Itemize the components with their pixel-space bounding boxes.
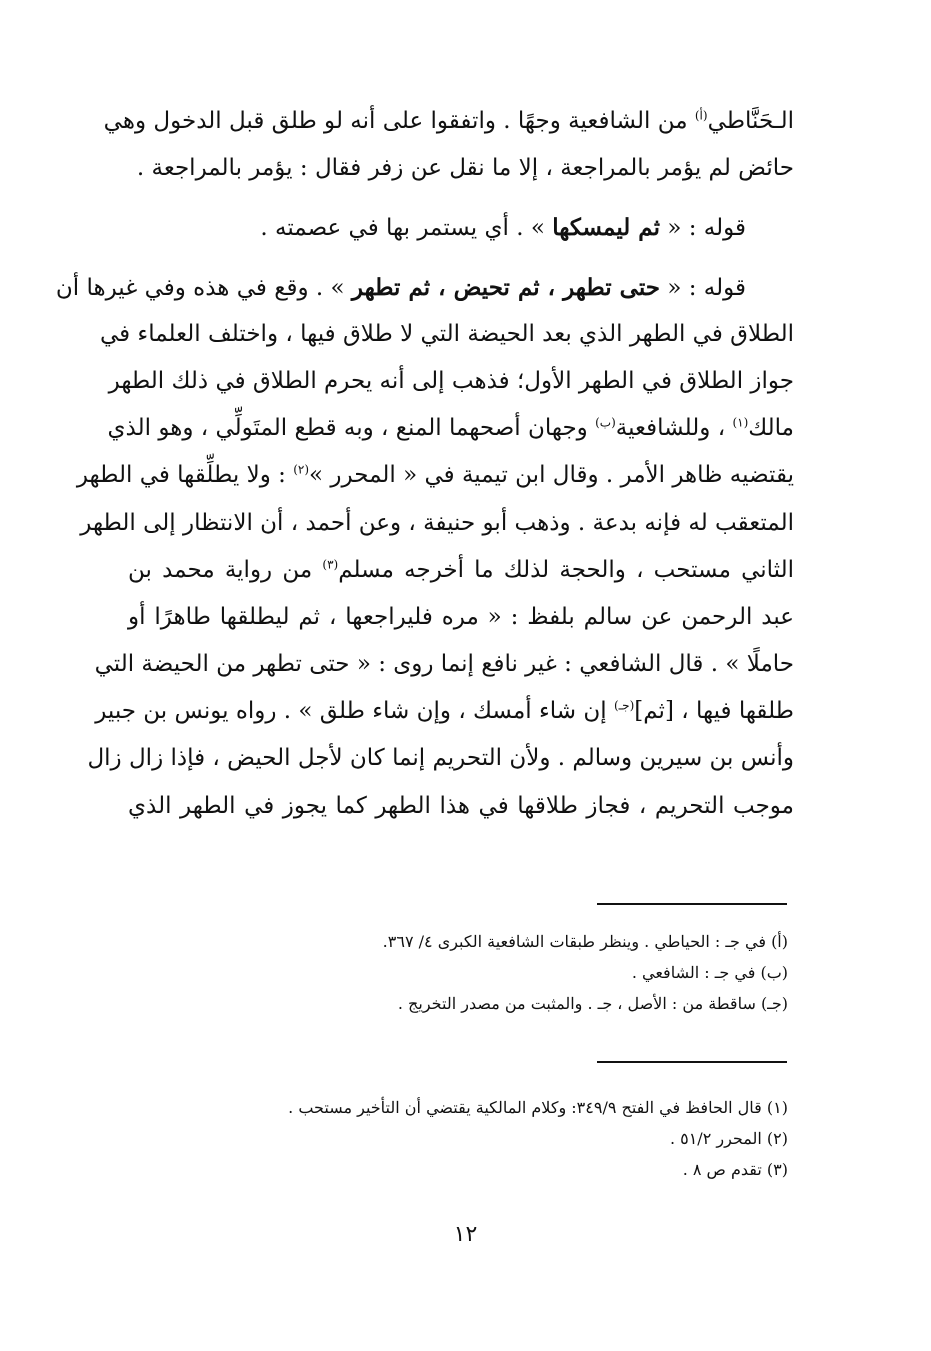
footnote: (٣) تقدم ص ٨ . — [682, 1160, 788, 1179]
text-line: يقتضيه ظاهر الأمر . وقال ابن تيمية في « المحرر »$^{(٢)}$ : ولا يطلِّقها في الطهر — [76, 462, 794, 489]
footnote-marker: (٣) — [322, 557, 339, 572]
variant-note: (ب) في جـ : الشافعي . — [631, 963, 788, 982]
footnotes-separator — [597, 1061, 787, 1063]
footnote-marker: (٢) — [293, 462, 310, 477]
text-line: الثاني مستحب ، والحجة لذلك ما أخرجه مسلم$^{(٣)}$ من رواية محمد بن — [128, 556, 795, 583]
variant-notes-separator — [597, 903, 787, 905]
text-line: عبد الرحمن عن سالم بلفظ : « مره فليراجعها ، ثم ليطلقها طاهرًا أو — [128, 603, 794, 630]
footnote: (٢) المحرر ٥١/٢ . — [669, 1129, 788, 1148]
main-text — [55, 98, 795, 830]
text-line: طلقها فيها ، [ثم]$^{(جـ)}$ إن شاء أمسك ، وإن شاء طلق » . رواه يونس بن جبير — [95, 698, 794, 725]
variant-marker: (جـ) — [613, 698, 635, 713]
text-line: جواز الطلاق في الطهر الأول؛ فذهب إلى أنه يحرم الطلاق في ذلك الطهر — [108, 367, 794, 394]
text-line: موجب التحريم ، فجاز طلاقها في هذا الطهر كما يجوز في الطهر الذي — [128, 792, 794, 819]
text-line: حائض لم يؤمر بالمراجعة ، إلا ما نقل عن زفر فقال : يؤمر بالمراجعة . — [136, 155, 794, 182]
footnote-marker: (١) — [732, 415, 749, 430]
variant-notes — [148, 926, 788, 1019]
page-number: ١٢ — [453, 1222, 478, 1247]
variant-marker: (أ) — [694, 108, 708, 123]
text-line: المتعقب له فإنه بدعة . وذهب أبو حنيفة ، وعن أحمد ، أن الانتظار إلى الطهر — [80, 509, 794, 536]
text-line: الطلاق في الطهر الذي بعد الحيضة التي لا طلاق فيها ، واختلف العلماء في — [99, 320, 794, 347]
quoted-phrase: حتى تطهر ، ثم تحيض ، ثم تطهر — [351, 273, 661, 301]
text-line: قوله : « حتى تطهر ، ثم تحيض ، ثم تطهر » . وقع في هذه وفي غيرها أن — [55, 273, 746, 301]
variant-marker: (ب) — [595, 415, 616, 430]
text-line: الـحَنَّاطي$^{(أ)}$ من الشافعية وجهًا . واتفقوا على أنه لو طلق قبل الدخول وهي — [103, 108, 794, 134]
quoted-phrase: ثم ليمسكها — [552, 214, 661, 242]
footnotes — [148, 1092, 788, 1185]
text-line: مالك$^{(١)}$ ، وللشافعية$^{(ب)}$ وجهان أصحهما المنع ، وبه قطع المتَولِّي ، وهو الذي — [107, 415, 794, 442]
footnote: (١) قال الحافظ في الفتح ٣٤٩/٩: وكلام المالكية يقتضي أن التأخير مستحب . — [288, 1098, 788, 1117]
text-line: وأنس بن سيرين وسالم . ولأن التحريم إنما كان لأجل الحيض ، فإذا زال زال — [87, 745, 794, 772]
variant-note: (جـ) ساقطة من : الأصل ، جـ . والمثبت من مصدر التخريج . — [397, 994, 788, 1013]
variant-note: (أ) في جـ : الحياطي . وينظر طبقات الشافعية الكبرى ٤/ ٣٦٧. — [382, 932, 788, 951]
text-line: قوله : « ثم ليمسكها » . أي يستمر بها في عصمته . — [260, 214, 746, 242]
text-line: حاملًا » . قال الشافعي : غير نافع إنما روى : « حتى تطهر من الحيضة التي — [94, 651, 794, 678]
